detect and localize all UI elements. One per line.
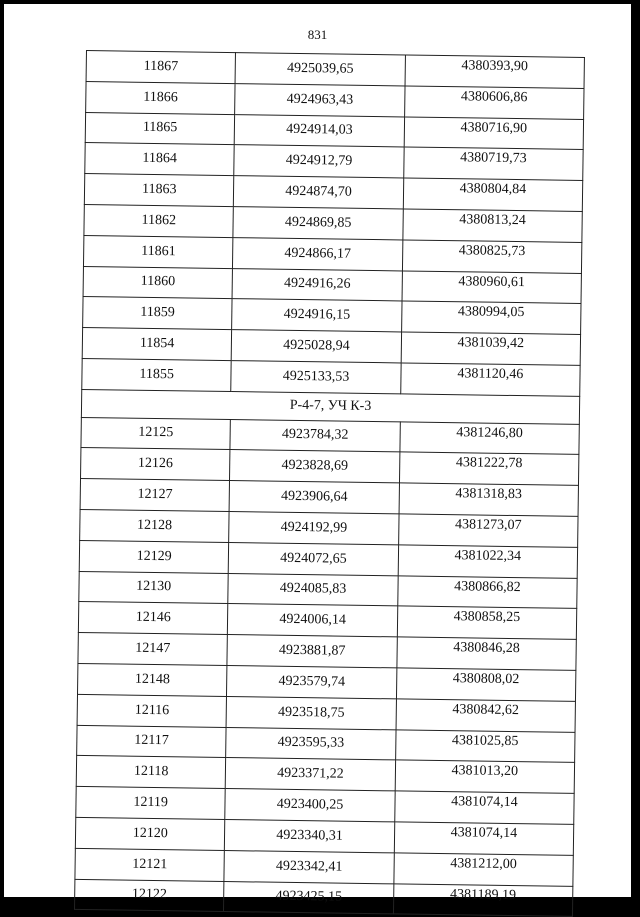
point-number-cell: 12129: [79, 540, 229, 573]
y-coordinate-cell: 4380804,84: [403, 178, 583, 211]
point-number-cell: 11866: [86, 81, 236, 114]
point-number-cell: 12117: [77, 725, 227, 758]
point-number-cell: 11863: [84, 174, 234, 207]
y-coordinate-cell: 4380813,24: [403, 209, 583, 242]
y-coordinate-cell: 4381222,78: [399, 452, 579, 485]
point-number-cell: 11864: [85, 143, 235, 176]
y-coordinate-cell: 4380994,05: [401, 301, 581, 334]
point-number-cell: 12116: [77, 694, 227, 727]
y-coordinate-cell: 4380842,62: [396, 699, 576, 732]
point-number-cell: 11865: [85, 112, 235, 145]
x-coordinate-cell: 4924866,17: [233, 237, 403, 270]
y-coordinate-cell: 4381246,80: [400, 421, 580, 454]
x-coordinate-cell: 4923784,32: [230, 419, 400, 452]
x-coordinate-cell: 4923828,69: [230, 450, 400, 483]
point-number-cell: 12126: [81, 448, 231, 481]
point-number-cell: 12148: [78, 663, 228, 696]
y-coordinate-cell: 4380846,28: [397, 637, 577, 670]
x-coordinate-cell: 4923579,74: [227, 665, 397, 698]
y-coordinate-cell: 4381039,42: [401, 332, 581, 365]
point-number-cell: 12125: [81, 417, 231, 450]
x-coordinate-cell: 4924916,15: [232, 299, 402, 332]
table-row: [74, 879, 572, 917]
y-coordinate-cell: 4381120,46: [400, 363, 580, 396]
x-coordinate-cell: 4924192,99: [229, 512, 399, 545]
y-coordinate-cell: 4380719,73: [403, 147, 583, 180]
y-coordinate-cell: 4381074,14: [394, 791, 574, 824]
point-number-cell: 12120: [75, 817, 225, 850]
x-coordinate-cell: 4924916,26: [232, 268, 402, 301]
x-coordinate-cell: 4923342,41: [224, 850, 394, 883]
y-coordinate-cell: 4380825,73: [402, 240, 582, 273]
point-number-cell: 12128: [80, 509, 230, 542]
point-number-cell: 11859: [83, 297, 233, 330]
x-coordinate-cell: 4925133,53: [231, 361, 401, 394]
point-number-cell: 11861: [83, 235, 233, 268]
y-coordinate-cell: 4381273,07: [398, 514, 578, 547]
x-coordinate-cell: 4924963,43: [235, 83, 405, 116]
y-coordinate-cell: 4380393,90: [405, 55, 585, 88]
point-number-cell: 12119: [76, 787, 226, 820]
y-coordinate-cell: 4381013,20: [395, 760, 575, 793]
y-coordinate-cell: 4381212,00: [394, 853, 574, 886]
coordinates-table-body: [74, 51, 584, 917]
coordinates-table: [74, 50, 585, 917]
y-coordinate-cell: 4381022,34: [398, 545, 578, 578]
y-coordinate-cell: 4380716,90: [404, 117, 584, 150]
point-number-cell: 12130: [79, 571, 229, 604]
point-number-cell: 11860: [83, 266, 233, 299]
y-coordinate-cell: 4381189,19: [393, 883, 573, 916]
x-coordinate-cell: 4923425,15: [224, 881, 394, 914]
point-number-cell: 11855: [82, 358, 232, 391]
point-number-cell: 12122: [74, 879, 224, 912]
y-coordinate-cell: 4380808,02: [396, 668, 576, 701]
y-coordinate-cell: 4380606,86: [404, 86, 584, 119]
x-coordinate-cell: 4923340,31: [225, 819, 395, 852]
x-coordinate-cell: 4925039,65: [235, 53, 405, 86]
y-coordinate-cell: 4381025,85: [395, 729, 575, 762]
y-coordinate-cell: 4380866,82: [397, 575, 577, 608]
x-coordinate-cell: 4924006,14: [228, 604, 398, 637]
x-coordinate-cell: 4924874,70: [234, 176, 404, 209]
page-number: 831: [307, 27, 328, 42]
y-coordinate-cell: 4381074,14: [394, 822, 574, 855]
x-coordinate-cell: 4924869,85: [233, 207, 403, 240]
x-coordinate-cell: 4924912,79: [234, 145, 404, 178]
point-number-cell: 12127: [80, 479, 230, 512]
x-coordinate-cell: 4923906,64: [229, 481, 399, 514]
section-title: Р-4-7, УЧ К-3: [81, 389, 579, 424]
x-coordinate-cell: 4923595,33: [226, 727, 396, 760]
x-coordinate-cell: 4923400,25: [225, 789, 395, 822]
x-coordinate-cell: 4923881,87: [227, 635, 397, 668]
point-number-cell: 11862: [84, 204, 234, 237]
point-number-cell: 12146: [78, 602, 228, 635]
x-coordinate-cell: 4923518,75: [226, 696, 396, 729]
x-coordinate-cell: 4924085,83: [228, 573, 398, 606]
y-coordinate-cell: 4380960,61: [402, 271, 582, 304]
point-number-cell: 12121: [75, 848, 225, 881]
point-number-cell: 11867: [86, 51, 236, 84]
y-coordinate-cell: 4381318,83: [399, 483, 579, 516]
x-coordinate-cell: 4925028,94: [232, 330, 402, 363]
x-coordinate-cell: 4923371,22: [226, 758, 396, 791]
x-coordinate-cell: 4924072,65: [229, 542, 399, 575]
document-page: [4, 4, 631, 906]
point-number-cell: 12147: [78, 633, 228, 666]
y-coordinate-cell: 4380858,25: [397, 606, 577, 639]
x-coordinate-cell: 4924914,03: [235, 114, 405, 147]
point-number-cell: 12118: [76, 756, 226, 789]
point-number-cell: 11854: [82, 328, 232, 361]
